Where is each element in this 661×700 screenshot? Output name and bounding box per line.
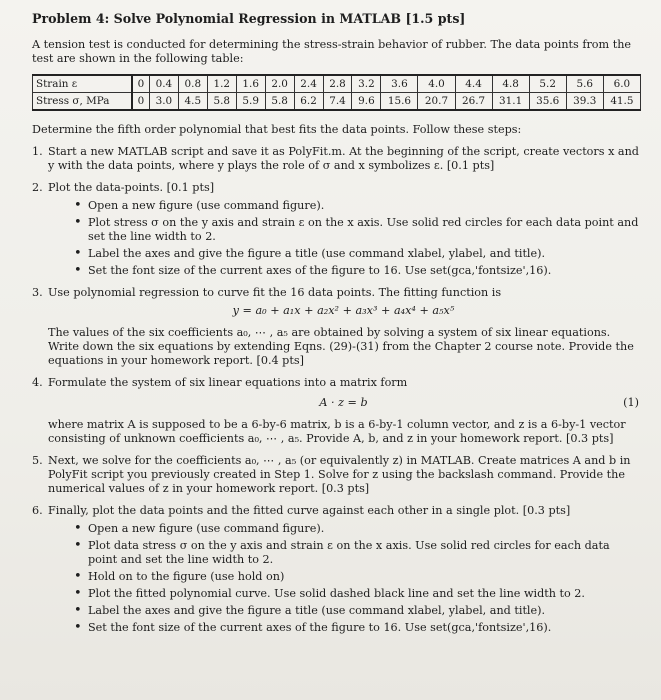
matrix-equation-row (48, 396, 639, 410)
data-table (32, 74, 641, 111)
step-text: Use polynomial regression to curve fit the 16 data points. The fitting function is (48, 286, 502, 299)
stress-cell: 31.1 (492, 93, 529, 111)
strain-cell: 5.6 (566, 75, 603, 93)
step-text: Start a new MATLAB script and save it as PolyFit.m. At the beginning of the script, create vectors x and y with the data points, where y plays the role of σ and x symbolizes ε. [0.1 pts] (48, 145, 639, 172)
bullet-item: • Set the font size of the current axes of the figure to 16. Use set(gca,'fontsize',16). (74, 264, 639, 278)
strain-cell: 3.6 (381, 75, 418, 93)
bullet-item: • Plot stress σ on the y axis and strain ε on the x axis. Use solid red circles for each data point and set the line width to 2. (74, 216, 639, 244)
step-text-after: where matrix A is supposed to be a 6-by-6 matrix, b is a 6-by-1 column vector, and z is a 6-by-1 vector consisting of unknown coefficients a₀, ⋯ , a₅. Provide A, b, and z in your homework report. [0.3 pts] (48, 418, 626, 445)
bullet-item: • Hold on to the figure (use hold on) (74, 570, 639, 584)
intro-paragraph: A tension test is conducted for determining the stress-strain behavior of rubber. The data points from the test are shown in the following table: (32, 38, 632, 65)
stress-cell: 4.5 (178, 93, 207, 111)
problem-title: Problem 4: Solve Polynomial Regression in MATLAB [1.5 pts] (32, 11, 466, 26)
stress-cell: 5.8 (207, 93, 236, 111)
fitting-equation: y = a₀ + a₁x + a₂x² + a₃x³ + a₄x⁴ + a₅x⁵ (232, 304, 455, 317)
step-text: Formulate the system of six linear equations into a matrix form (48, 376, 408, 389)
stress-cell: 35.6 (529, 93, 566, 111)
stress-cell: 6.2 (294, 93, 323, 111)
step-number: 4. (32, 376, 43, 389)
stress-cell: 3.0 (149, 93, 178, 111)
step-text: Plot the data-points. [0.1 pts] (48, 181, 215, 194)
bullet-item: • Open a new figure (use command figure). (74, 522, 639, 536)
strain-cell: 2.0 (265, 75, 294, 93)
step-4 (32, 376, 639, 446)
stress-cell: 41.5 (603, 93, 640, 111)
strain-cell: 5.2 (529, 75, 566, 93)
stress-cell: 26.7 (455, 93, 492, 111)
strain-cell: 0 (132, 75, 149, 93)
strain-cell: 3.2 (352, 75, 381, 93)
bullet-item: • Set the font size of the current axes of the figure to 16. Use set(gca,'fontsize',16). (74, 621, 639, 635)
stress-cell: 7.4 (323, 93, 352, 111)
strain-cell: 1.6 (236, 75, 265, 93)
stress-cell: 9.6 (352, 93, 381, 111)
stress-cell: 5.8 (265, 93, 294, 111)
step-number: 6. (32, 504, 43, 517)
stress-row (33, 93, 641, 111)
step-1 (32, 145, 639, 173)
strain-cell: 0.8 (178, 75, 207, 93)
matrix-equation: A · z = b (319, 396, 368, 409)
strain-cell: 0.4 (149, 75, 178, 93)
step-text: Next, we solve for the coefficients a₀, ⋯ , a₅ (or equivalently z) in MATLAB. Create matrices A and b in PolyFit script you previously created in Step 1. Solve for z using the backslash command. Provide the numerical values of z in your homework report. [0.3 pts] (48, 454, 631, 495)
strain-cell: 6.0 (603, 75, 640, 93)
bullet-item: • Open a new figure (use command figure). (74, 199, 639, 213)
strain-cell: 4.4 (455, 75, 492, 93)
strain-header: Strain ε (33, 75, 133, 93)
strain-row (33, 75, 641, 93)
step-number: 3. (32, 286, 43, 299)
bullet-item: • Plot data stress σ on the y axis and strain ε on the x axis. Use solid red circles for each data point and set the line width to 2. (74, 539, 639, 567)
step-number: 2. (32, 181, 43, 194)
step-text: Finally, plot the data points and the fitted curve against each other in a single plot. [0.3 pts] (48, 504, 571, 517)
step-2 (32, 181, 639, 278)
equation-number: (1) (623, 396, 639, 409)
strain-cell: 4.0 (418, 75, 455, 93)
step-5 (32, 454, 639, 496)
stress-header: Stress σ, MPa (33, 93, 133, 111)
bullet-item: • Plot the fitted polynomial curve. Use solid dashed black line and set the line width to 2. (74, 587, 639, 601)
step-2-bullets (48, 199, 639, 278)
step-3 (32, 286, 639, 368)
step-number: 5. (32, 454, 43, 467)
determine-paragraph: Determine the fifth order polynomial that best fits the data points. Follow these steps: (32, 123, 522, 136)
strain-cell: 4.8 (492, 75, 529, 93)
stress-cell: 15.6 (381, 93, 418, 111)
bullet-item: • Label the axes and give the figure a title (use command xlabel, ylabel, and title). (74, 247, 639, 261)
step-6-bullets (48, 522, 639, 635)
stress-cell: 5.9 (236, 93, 265, 111)
strain-cell: 2.8 (323, 75, 352, 93)
stress-cell: 20.7 (418, 93, 455, 111)
steps-list (32, 145, 639, 635)
stress-cell: 39.3 (566, 93, 603, 111)
step-6 (32, 504, 639, 635)
bullet-item: • Label the axes and give the figure a title (use command xlabel, ylabel, and title). (74, 604, 639, 618)
strain-cell: 1.2 (207, 75, 236, 93)
step-text-after: The values of the six coefficients a₀, ⋯ , a₅ are obtained by solving a system of six linear equations. Write down the six equations by extending Eqns. (29)-(31) from the Chapter 2 course note. Provide the equations in your homework report. [0.4 pts] (48, 326, 634, 367)
stress-cell: 0 (132, 93, 149, 111)
strain-cell: 2.4 (294, 75, 323, 93)
step-number: 1. (32, 145, 43, 158)
